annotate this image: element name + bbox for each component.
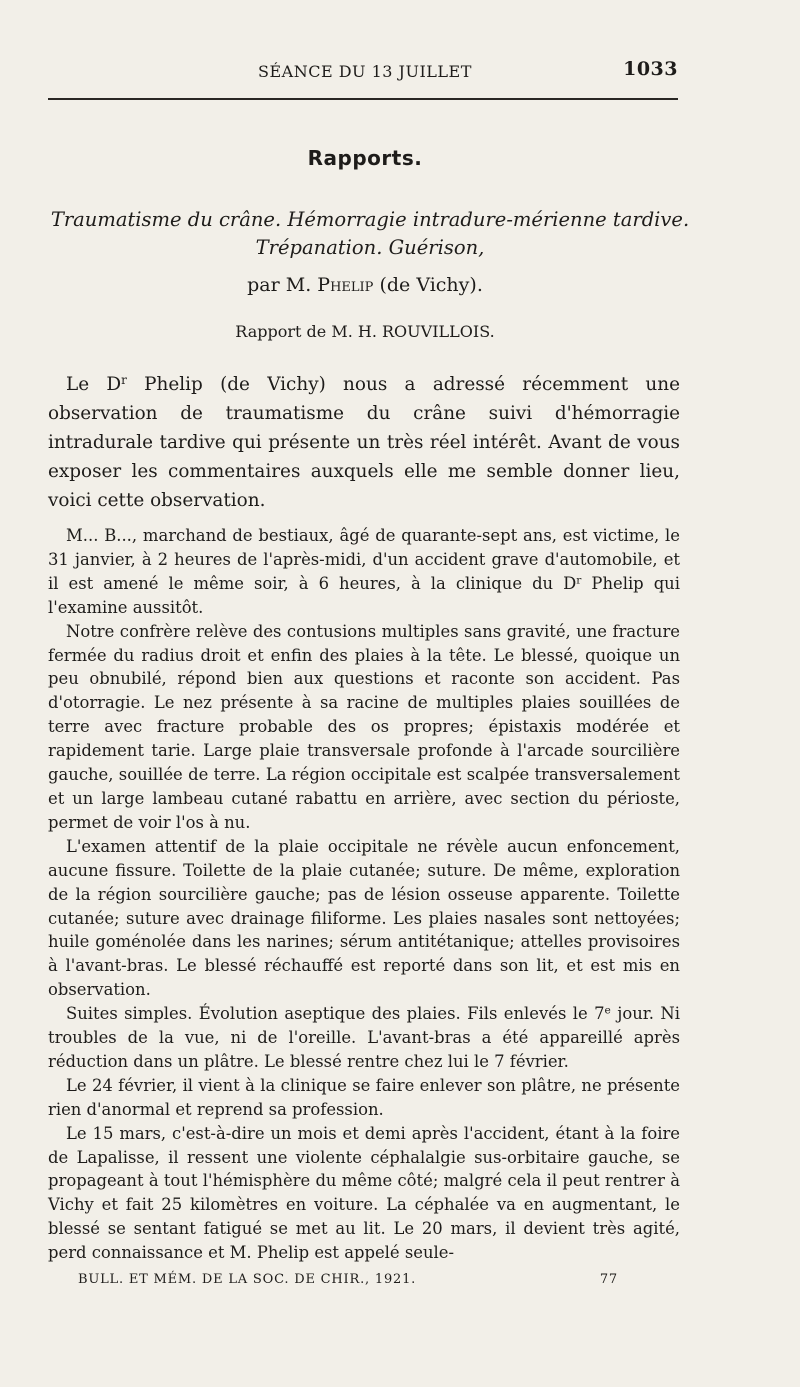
page-number: 1033 xyxy=(623,58,678,80)
author-prefix: par M. xyxy=(247,274,312,296)
author-name: Phelip xyxy=(317,274,374,296)
intro-text xyxy=(48,370,680,515)
author-line xyxy=(0,274,730,296)
section-heading: Rapports. xyxy=(307,146,423,170)
observation-text xyxy=(48,524,680,1265)
obs-p4-part-2: jour. Ni troubles de la vue, ni de l'oreille. L'avant-bras a été appareillé après réduction dans un plâtre. Le blessé rentre chez lui le 7 février. xyxy=(48,1004,680,1071)
signature-mark: 77 xyxy=(599,1272,618,1287)
running-header xyxy=(48,58,678,86)
journal-reference: BULL. ET MÉM. DE LA SOC. DE CHIR., 1921. xyxy=(78,1272,417,1287)
rapport-line: Rapport de M. H. ROUVILLOIS. xyxy=(235,322,495,341)
intro-part-2: Phelip (de Vichy) nous a adressé récemment une observation de traumatisme du crâne suivi d'hémorragie intradurale tardive qui présente un très réel intérêt. Avant de vous exposer les commentaires auxquels elle me semble donner lieu, voici cette observation. xyxy=(48,374,681,511)
observation-paragraph-3: L'examen attentif de la plaie occipitale ne révèle aucun enfoncement, aucune fissure. Toilette de la plaie cutanée; suture. De même, exploration de la région sourcilière gauche; pas de lésion osseuse apparente. Toilette cutanée; suture avec drainage filiforme. Les plaies nasales sont nettoyées; huile goménolée dans les narines; sérum antitétanique; attelles provisoires à l'avant-bras. Le blessé réchauffé est reporté dans son lit, et est mis en observation. xyxy=(48,836,680,1000)
intro-paragraph xyxy=(48,370,680,515)
obs-p1-part-2: Phelip qui l'examine aussitôt. xyxy=(48,573,680,617)
intro-part-1: Le D xyxy=(66,374,122,395)
page-footer xyxy=(78,1272,618,1294)
observation-paragraph-5: Le 24 février, il vient à la clinique se faire enlever son plâtre, ne présente rien d'anormal et reprend sa profession. xyxy=(48,1075,680,1119)
header-rule xyxy=(48,98,678,100)
article-title xyxy=(30,206,710,262)
obs-p1-part-1: M... B..., marchand de bestiaux, âgé de quarante-sept ans, est victime, le 31 janvier, à 2 heures de l'après-midi, d'un accident grave d'automobile, et il est amené le même soir, à 6 heures, à la clinique du D xyxy=(48,526,680,593)
observation-paragraph-1 xyxy=(48,524,680,620)
obs-p1-sup: r xyxy=(576,573,582,587)
article-title-line-1: Traumatisme du crâne. Hémorragie intradure-mérienne tardive. xyxy=(50,208,690,231)
header-title: SÉANCE DU 13 JUILLET xyxy=(258,62,472,81)
article-title-line-2: Trépanation. Guérison, xyxy=(255,236,485,259)
observation-paragraph-4 xyxy=(48,1002,680,1074)
author-suffix: (de Vichy). xyxy=(379,274,483,296)
intro-sup: r xyxy=(121,373,127,388)
observation-paragraph-2: Notre confrère relève des contusions multiples sans gravité, une fracture fermée du radius droit et enfin des plaies à la tête. Le blessé, quoique un peu obnubilé, répond bien aux questions et raconte son accident. Pas d'otorragie. Le nez présente à sa racine de multiples plaies souillées de terre avec fracture probable des os propres; épistaxis modérée et rapidement tarie. Large plaie transversale profonde à l'arcade sourcilière gauche, souillée de terre. La région occipitale est scalpée transversalement et un large lambeau cutané rabattu en arrière, avec section du périoste, permet de voir l'os à nu. xyxy=(48,621,680,832)
obs-p4-sup: e xyxy=(604,1003,611,1017)
observation-paragraph-6: Le 15 mars, c'est-à-dire un mois et demi après l'accident, étant à la foire de Lapalisse, il ressent une violente céphalalgie sus-orbitaire gauche, se propageant à tout l'hémisphère du même côté; malgré cela il peut rentrer à Vichy et fait 25 kilomètres en voiture. La céphalée va en augmentant, le blessé se sentant fatigué se met au lit. Le 20 mars, il devient très agité, perd connaissance et M. Phelip est appelé seule- xyxy=(48,1123,680,1263)
obs-p4-part-1: Suites simples. Évolution aseptique des plaies. Fils enlevés le 7 xyxy=(66,1004,605,1024)
